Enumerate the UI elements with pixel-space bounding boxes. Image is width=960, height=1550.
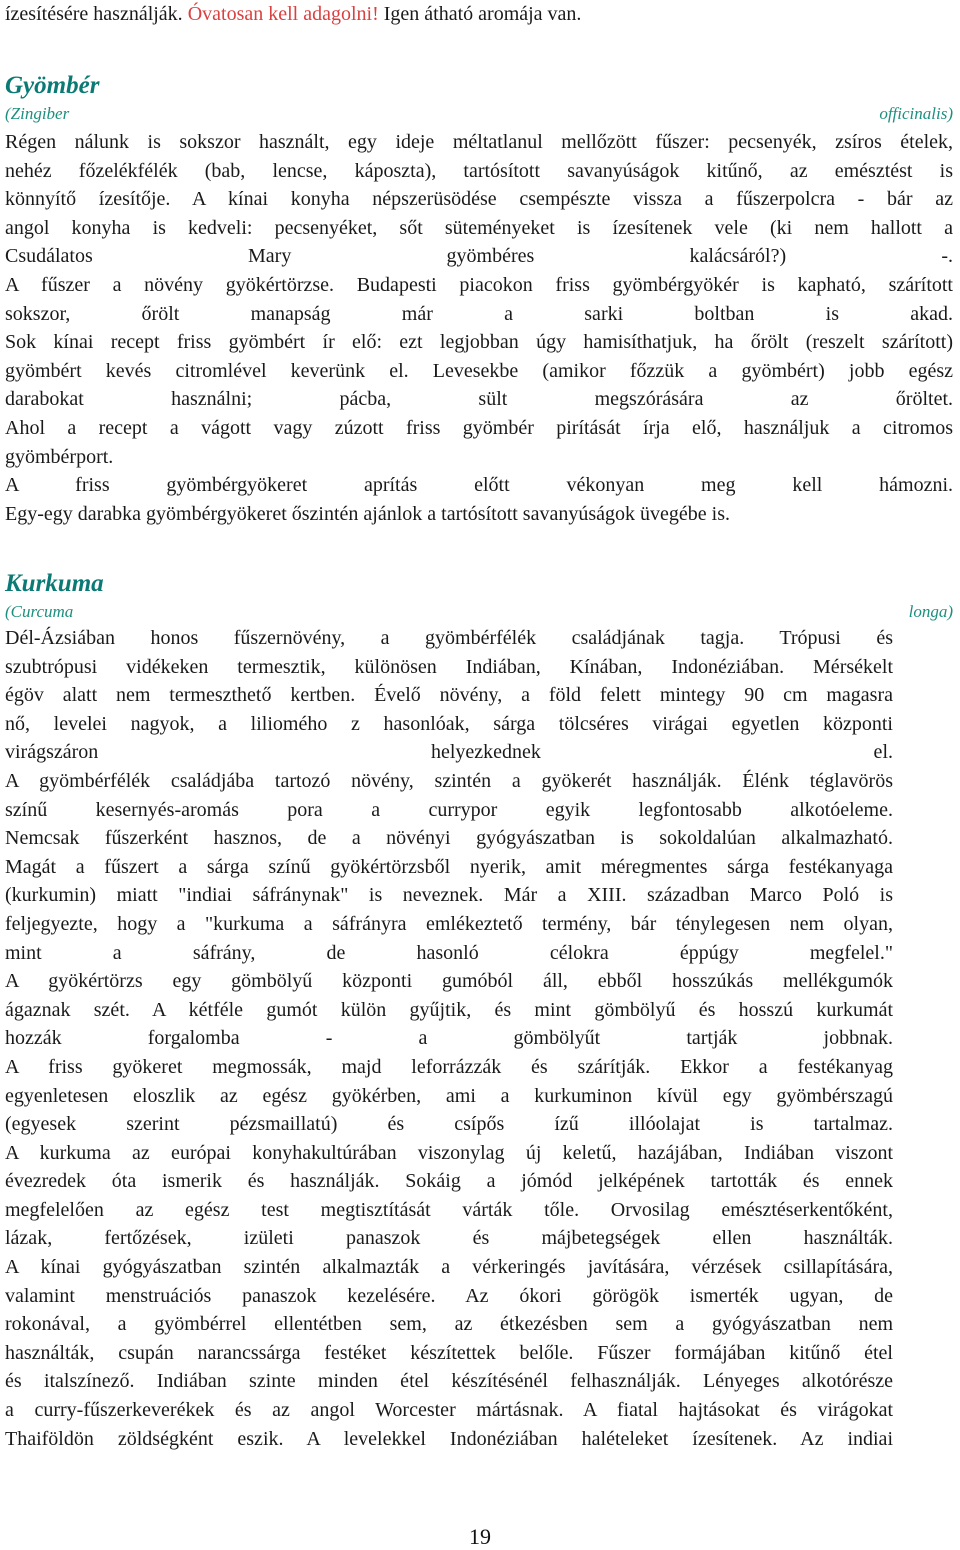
text-line: Thaiföldön zöldségként eszik. A levelekkel Indonéziában halételeket ízesítenek. Az indiai [5,1427,893,1450]
ginger-latin-name [5,104,953,124]
text-line: évezredek óta ismerik és használják. Sokáig a jómód jelképének tartották és ennek [5,1170,893,1193]
latin-genus: (Curcuma [5,602,74,621]
text-line: valamint menstruációs panaszok kezelésére. Az ókori görögök ismerték ugyan, de [5,1284,893,1307]
text-line: ízesítésére használják. Óvatosan kell adagolni! Igen átható aromája van. [5,3,582,25]
text-line: sokszor, őrölt manapság már a sarki boltban is akad. [5,302,953,325]
text-line: használták, csupán narancssárga festéket készítettek belőle. Fűszer formájában kitűnő étel [5,1341,893,1364]
text-line: Sok kínai recept friss gyömbért ír elő: ezt legjobban úgy hamisíthatjuk, ha őrölt (reszelt szárított) [5,331,953,354]
text-line: Ahol a recept a vágott vagy zúzott friss gyömbér pirítását írja elő, használjuk a citromos [5,416,953,439]
text-line: virágszáron helyezkednek el. [5,741,893,764]
text-line: A kínai gyógyászatban szintén alkalmazták a vérkeringés javítására, vérzések csillapítására, [5,1256,893,1279]
text-line: (egyesek szerint pézsmaillatú) és csípős ízű illóolajat is tartalmaz. [5,1113,893,1136]
text-line: gyömbért kevés citromlével keverünk el. Levesekbe (amikor főzzük a gyömbért) jobb egész [5,359,953,382]
text-line: könnyítő ízesítője. A kínai konyha népszerüsödése csempészte vissza a fűszerpolcra - bár az [5,188,953,211]
text-line: egyenletesen eloszlik az egész gyökérben, ami a kurkuminon kívül egy gyömbérszagú [5,1084,893,1107]
text-line: hozzák forgalomba - a gömbölyűt tartják jobbnak. [5,1027,893,1050]
text-line: a curry-fűszerkeverékek és az angol Worcester mártásnak. A fiatal hajtásokat és virágokat [5,1399,893,1422]
text-line: égöv alatt nem termeszthető kertben. Évelő növény, a föld felett mintegy 90 cm magasra [5,684,893,707]
text-line: feljegyezte, hogy a "kurkuma a sáfrányra emlékeztető termény, bár ténylegesen nem olyan, [5,912,893,935]
text-line: A gyömbérfélék családjába tartozó növény, szintén a gyökerét használják. Élénk téglavörös [5,769,893,792]
text-line: Egy-egy darabka gyömbérgyökeret őszintén ajánlok a tartósított savanyúságok üvegébe is. [5,502,730,525]
text-line: Régen nálunk is sokszor használt, egy ideje méltatlanul mellőzött fűszer: pecsenyék, zsíros ételek, [5,131,953,153]
text-line: A friss gyömbérgyökeret aprítás előtt vékonyan meg kell hámozni. [5,474,953,497]
text-line: A friss gyökeret megmossák, majd leforrázzák és szárítják. Ekkor a festékanyag [5,1055,893,1078]
text-line: ágaznak szét. A kétféle gumót külön gyűjtik, és mint gömbölyű és hosszú kurkumát [5,998,893,1021]
text-line: rokonával, a gyömbérrel ellentétben sem, az étkezésben sem a gyógyászatban nem [5,1313,893,1336]
warning-text: Óvatosan kell adagolni! [187,3,379,25]
turmeric-heading: Kurkuma [5,570,104,597]
text-line: (kurkumin) miatt "indiai sáfránynak" is neveznek. Már a XIII. században Marco Poló is [5,884,893,907]
text-line: Magát a fűszert a sárga színű gyökértörzsből nyerik, amit méregmentes sárga festékanyaga [5,855,893,878]
ginger-heading: Gyömbér [5,72,100,99]
text-line: megfelelően az egész test megtisztítását várták tőle. Orvosilag emésztéserkentőként, [5,1198,893,1221]
turmeric-latin-name [5,602,953,622]
text-line: színű kesernyés-aromás pora a currypor egyik legfontosabb alkotóeleme. [5,798,893,821]
text-line: Dél-Ázsiában honos fűszernövény, a gyömbérfélék családjának tagja. Trópusi és [5,627,893,649]
text-line: lázak, fertőzések, izületi panaszok és májbetegségek ellen használták. [5,1227,893,1250]
text-line: Csudálatos Mary gyömbéres kalácsáról?) -. [5,245,953,268]
text-line: darabokat használni; pácba, sült megszórására az őröltet. [5,388,953,411]
text-line: szubtrópusi vidékeken termesztik, különösen Indiában, Kínában, Indonéziában. Mérsékelt [5,655,893,678]
latin-species: longa) [908,602,953,621]
turmeric-body [5,624,893,1453]
top-fragment [5,0,953,29]
text-line: gyömbérport. [5,445,114,468]
text-line: Nemcsak fűszerként hasznos, de a növényi gyógyászatban is sokoldalúan alkalmazható. [5,827,893,850]
text-line: nehéz főzelékfélék (bab, lencse, káposzta), tartósított savanyúságok kitűnő, az emésztést is [5,159,953,182]
text-line: és italszínező. Indiában szinte minden étel készítésénél felhasználják. Lényeges alkotórésze [5,1370,893,1393]
page-number: 19 [469,1524,491,1549]
text-line: angol konyha is kedveli: pecsenyéket, sőt süteményeket is ízesítenek vele (ki nem hallott a [5,216,953,239]
ginger-body [5,128,953,528]
text-line: mint a sáfrány, de hasonló célokra éppúgy megfelel." [5,941,893,964]
text-line: A gyökértörzs egy gömbölyű központi gumóból áll, ebből hosszúkás mellékgumók [5,970,893,993]
text-line: nő, levelei nagyok, a liliomého z hasonlóak, sárga tölcséres virágai egyetlen központi [5,712,893,735]
latin-species: officinalis) [879,104,953,123]
latin-genus: (Zingiber [5,104,70,123]
text-line: A fűszer a növény gyökértörzse. Budapesti piacokon friss gyömbérgyökér is kapható, szárított [5,273,953,296]
text-line: A kurkuma az európai konyhakultúrában viszonylag új keletű, hazájában, Indiában viszont [5,1141,893,1164]
